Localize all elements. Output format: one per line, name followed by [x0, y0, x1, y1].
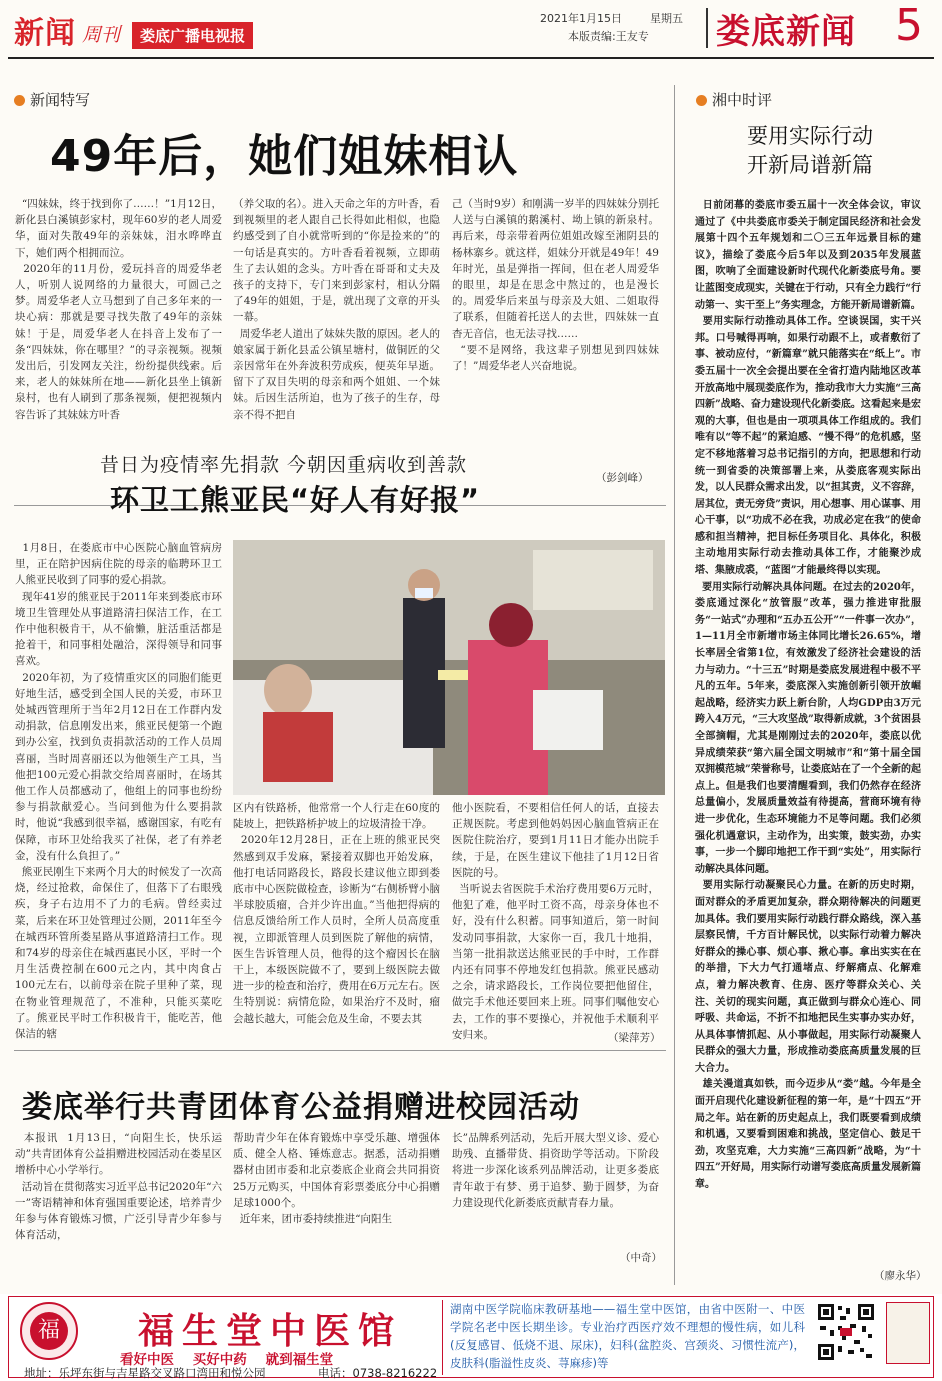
section-title: 娄底新闻 — [716, 12, 856, 52]
ad-phone: 电话：0738-8216222 — [318, 1366, 438, 1380]
feature-tag-label: 新闻特写 — [30, 91, 91, 109]
news-photo — [233, 540, 665, 795]
sanitation-headline: 环卫工熊亚民“好人有好报” — [110, 483, 481, 517]
ad-slogan: 看好中医 买好中药 就到福生堂 — [120, 1352, 334, 1368]
youth-headline: 娄底举行共青团体育公益捐赠进校园活动 — [22, 1090, 580, 1125]
masthead-publisher: 娄底广播电视报 — [132, 22, 253, 49]
youth-column-3: 长”品牌系列活动，先后开展大型义诊、爱心助残、直播带货、捐资助学等活动。下阶段将进一步深化该系列品牌活动，让更多娄底青年敢于有梦、勇于追梦、勤于圆梦，为奋力建设现代化新娄底贡献青春力量。 — [452, 1132, 659, 1209]
ad-seal-glyph: 福 — [30, 1312, 68, 1350]
masthead — [0, 0, 942, 62]
commentary-body: 日前闭幕的娄底市委五届十一次全体会议，审议通过了《中共娄底市委关于制定国民经济和社会发展第十四个五年规划和二〇三五年远景目标的建议》，描绘了娄底今后5年以及到2035年发展蓝图，吹响了全面建设新时代现代化新娄底号角。要让蓝图变成现实，关键在于行动，只有全力践行“行动第一、实干至上”务实理念，方能开新局谱新篇。 要用实际行动推动具体工作。空谈误国，实干兴邦。口号喊得再响，如果行动跟不上，或者敷衍了事、被动应付，“新篇章”就只能落实在“纸上”。市委五届十一次全会提出要在全省打造内陆地区改革开放高地中展现娄底作为，推动我市大力实施“三高四新”战略、奋力建设现代化新娄底。这看起来是宏观的大事，但也是由一项项具体工作组成的。我们唯有以“等不起”的紧迫感、“慢不得”的危机感，坚定不移地落着习总书记指引的方向，把思想和行动统一到省委的决策部署上来，从娄底客观实际出发，以人民群众需求出发，以“担其责，义不容辞，居其位，责无旁贷”责识，用心想事、用心谋事、用心干事，以“功成不必在我，功成必定在我”的使命感和担当精神，把目标任务项目化、具体化，积极主动地用实际行动去推动具体工作，才能聚沙成塔、集腋成裘，“蓝图”才能最终得以实现。 要用实际行动解决具体问题。在过去的2020年，娄底通过深化“放管服”改革，强力推进审批服务“一站式”办理和“五办五公开”“一件事一次办”，1—11月全市新增市场主体同比增长26.65%，增长率居全省第1位，有效激发了经济社会建设的活力与动力。“十三五”时期是娄底发展进程中极不平凡的五年。5年来，娄底深入实施创新引领开放崛起战略，经济实力跃上新台阶，人均GDP由3万元跨入4万元，“三大攻坚战”取得新成就，3个贫困县全部摘帽，尤其是刚刚过去的2020年，娄底以优异成绩荣获“第六届全国文明城市”和“第十届全国双拥模范城”荣誉称号，让娄底站在了一个全新的起点上。但是我们也要清醒看到，我们仍然存在经济总量偏小，发展质量效益有待提高，营商环境有待进一步优化，生态环境能力不足等问题。我们必须强化机遇意识，主动作为，出实策，鼓实劲，办实事，一步一个脚印地把工作干到“实处”，用实际行动解决具体问题。 要用实际行动凝聚民心力量。在新的历史时期，面对群众的矛盾更加复杂，群众期待解决的问题更加具体。我们要用实际行动践行群众路线，深入基层察民情，千方百计解民忧，以实际行动着力解决好群众的操心事、烦心事、揪心事。拿出实实在在的举措，下大力气打通堵点、纾解痛点、化解难点，着力解决教育、住房、医疗等群众关心、关注、关切的现实问题，真正做到与群众心连心、同呼吸、共命运，不折不扣地把民生实事办实办好，从具体事情抓起、从小事做起，用实际行动凝聚人民群众的强大力量，形成推动娄底高质量发展的巨大合力。 雄关漫道真如铁，而今迈步从“娄”越。今年是全面开启现代化建设新征程的第一年，是“十四五”开局之年。站在新的历史起点上，我们既要看到成绩和机遇，又要看到困难和挑战，坚定信心、鼓足干劲，攻坚克难，大力实施“三高四新”战略，为“十四五”开好局，用实际行动谱写娄底高质量发展新篇章。 — [695, 200, 922, 1191]
commentary-tag — [696, 89, 772, 110]
page-number: 5 — [895, 0, 923, 51]
youth-column-1: 本报讯 1月13日，“向阳生长，快乐运动”共青团体育公益捐赠进校园活动在娄星区增桥中心小学举行。 活动旨在贯彻落实习近平总书记2020年“六一”寄语精神和体育强国重要论述，培养青少年参与体育锻炼习惯，广泛引导青少年参与体育活动， — [15, 1132, 222, 1242]
qr-code-graphic — [816, 1302, 876, 1362]
sanitation-byline: （梁萍芳） — [608, 1032, 661, 1044]
commentary-title-line-2: 开新局谱新篇 — [747, 153, 873, 177]
feature-column-1: “四妹妹，终于找到你了……！”1月12日，新化县白溪镇彭家村，现年60岁的老人周爱华，面对失散49年的亲妹妹，泪水哗哗直下，她们两个相拥而泣。 2020年的11月份，爱玩抖音的周爱华老人，听别人说网络的力量很大，可圆己之梦。周爱华老人立马想到了自己多年来的一块心病：那就是要寻找失散了49年的亲妹妹！于是，周爱华老人在抖音上发布了一条“四妹妹，你在哪里？”的寻亲视频。视频发出后，引发网友关注，纷纷提供线索。后来，老人的妹妹所在地——新化县坐上镇新泉村，也有人刷到了那条视频，便把视频内容告诉了其妹妹方叶香 — [15, 198, 222, 421]
masthead-date: 2021年1月15日 — [540, 12, 622, 25]
sanitation-column-1: 1月8日，在娄底市中心医院心脑血管病房里，正在陪护因病住院的母亲的临聘环卫工人熊亚民收到了同事的爱心捐款。 现年41岁的熊亚民于2011年来到娄底市环境卫生管理处从事道路清扫保洁工作，在工作中他积极肯干，从不偷懒，脏活重活都是抢着干，和同事相处融洽，深得领导和同事喜欢。 2020年初，为了疫情重灾区的同胞们能更好地生活，感受到全国人民的关爱，市环卫处城西管理所于当年2月12日在工作群内发动捐款，信息刚发出来，熊亚民便第一个跑到办公室，找到负责捐款活动的工作人员周喜丽，当时周喜丽还以为他领生产工具，当他把100元爱心捐款交给周喜丽时，在场其他工作人员都感动了，他组上的同事也纷纷参与捐款献爱心。当问到他为什么要捐款时，他说“我感到很幸福，感谢国家，有吃有保障，市环卫处给我买了社保，老了有养老金，没有什么負担了。” 熊亚民刚生下来两个月大的时候发了一次高烧，经过抢救，命保住了，但落下了右眼残疾，身子右边用不了力的毛病。曾经卖过菜，后来在环卫处管理过公厕，2011年至今在城西环管所娄星路从事道路清扫工作。现和74岁的母亲住在城西惠民小区，平时一个月生活费控制在600元之内，其中肉食占100元左右，以前母亲在院子里种了菜，现在物业管理规范了，不准种，只能买菜吃了。熊亚民平时工作积极肯干，能吃苦，他保洁的辖 — [15, 542, 222, 1041]
masthead-weekday: 星期五 — [650, 12, 683, 25]
ad-description-main: 湖南中医学院临床教研基地——福生堂中医馆，由省中医附一、中医学院名老中医长期坐诊。 — [450, 1302, 805, 1334]
youth-byline: （中奇） — [620, 1252, 662, 1264]
sanitation-column-3: 他小医院看，不要相信任何人的话，直接去正规医院。考虑到他妈妈因心脑血管病正在医院住院治疗，要到1月11日才能办出院手续，于是，在医生建议下他挂了1月12日省医院的号。 当听说去省医院手术治疗费用要6万元时，他犯了难，他平时工资不高，母亲身体也不好，没有什么积蓄。同事知道后，第一时间发动同事捐款，大家你一百，我几十地捐，当第一批捐款送达熊亚民的手中时，工作群内还有同事不停地发红包捐款。熊亚民感动之余，请求路段长，工作岗位要把他留住，做完手术他还要回来上班。同事们嘱他安心去，工作的事不要操心，并祝他手术顺利平安归来。 — [452, 802, 659, 1041]
masthead-news-label: 新闻 — [14, 16, 76, 51]
sanitation-column-2: 区内有铁路桥，他常常一个人行走在60度的陡坡上，把铁路桥护坡上的垃圾清捡干净。 2020年12月28日，正在上班的熊亚民突然感到双手发麻，紧接着双脚也开始发麻，他打电话同路段长，路段长建议他立即到娄底市中心医院做检查，诊断为“右侧桥臂小脑半球胶质瘤，合并少许出血。”当他把得病的信息反馈给所工作人员时，全所人员高度重视，立即派管理人员到医院了解他的病情，医生告诉管理人员，他得的这个瘤因长在脑干上，本级医院做不了，要到上级医院去做进一步的检查和治疗，费用在6万元左右。医生特别说：病情危险，如果治疗不及时，瘤会越长越大，可能会危及生命，不要去其 — [233, 802, 440, 1025]
commentary-tag-label: 湘中时评 — [712, 91, 773, 109]
ad-address: 地址：乐坪东街与吉星路交叉路口湾田和悦公园 — [24, 1366, 266, 1380]
ad-clinic-name: 福生堂中医馆 — [138, 1310, 403, 1352]
ad-seal-logo-icon — [20, 1302, 78, 1360]
commentary-title-line-1: 要用实际行动 — [747, 124, 873, 148]
masthead-weekly-label: 周刊 — [82, 24, 121, 46]
qr-code-icon — [816, 1302, 876, 1362]
feature-column-3: 己（当时9岁）和刚满一岁半的四妹妹分别托人送与白溪镇的鹅溪村、坳上镇的新泉村。再后来，母亲带着两位姐姐改嫁至湘阴县的杨林寨乡。就这样，姐妹分开就是49年！49年时光，虽是弹指一挥间，但在老人周爱华的眼里，却是在思念中熬过的，也是漫长的。周爱华后来虽与母亲及大姐、二姐取得了联系，但随着托送人的去世，四妹妹一直杳无音信，也无法寻找…… “要不是网络，我这辈子别想见到四妹妹了！”周爱华老人兴奋地说。 — [452, 198, 659, 373]
ad-description — [450, 1300, 805, 1372]
feature-tag — [14, 89, 90, 110]
bullet-dot-icon — [14, 95, 25, 106]
youth-column-2: 帮助青少年在体育锻炼中享受乐趣、增强体质、健全人格、锤炼意志。据悉，活动捐赠器材由团市委和北京娄底企业商会共同捐资25万元购买，中国体育彩票娄底分中心捐赠足球1000个。 近年来，团市委持续推进“向阳生 — [233, 1132, 440, 1226]
ad-divider — [442, 1300, 443, 1375]
masthead-rule — [8, 57, 934, 59]
masthead-divider — [706, 8, 708, 48]
ad-small-photo — [886, 1302, 930, 1364]
section-divider — [14, 1050, 666, 1051]
sanitation-subtitle: 昔日为疫情率先捐款 今朝因重病收到善款 — [100, 454, 468, 476]
feature-column-2: （养父取的名）。进入天命之年的方叶香，看到视频里的老人跟自己长得如此相似，也隐约感受到了自小就常听到的“你是捡来的”的一句话是真实的。方叶香看着视频，立即萌生了去认姐的念头。方叶香在哥哥和丈夫及孩子的支持下，专门来到彭家村，相认分隔了49年的姐姐，于是，就出现了文章的开头一幕。 周爱华老人道出了妹妹失散的原因。老人的娘家属于新化县孟公镇星塘村，做铜匠的父亲因常年在外奔波积劳成疾，便英年早逝。留下了双目失明的母亲和两个姐姐、一个妹妹。后因生活所迫，也为了孩子的生存，母亲不得不把自 — [233, 198, 440, 421]
hospital-ward-photo-illustration — [233, 540, 665, 795]
ad-description-specialty: 专业治疗西医疗效不理想的慢性病，如儿科(反复感冒、低烧不退、尿床)，妇科(盆腔炎、宫颈炎、习惯性流产)，皮肤科(脂溢性皮炎、荨麻疹)等 — [450, 1320, 806, 1370]
feature-byline: （彭剑峰） — [596, 472, 649, 484]
feature-headline: 49年后，她们姐妹相认 — [50, 131, 519, 182]
bullet-dot-icon — [696, 95, 707, 106]
column-divider — [674, 85, 675, 1285]
masthead-editor: 本版责编:王友专 — [568, 30, 649, 43]
commentary-byline: （廖永华） — [874, 1270, 927, 1282]
commentary-title — [700, 122, 920, 180]
